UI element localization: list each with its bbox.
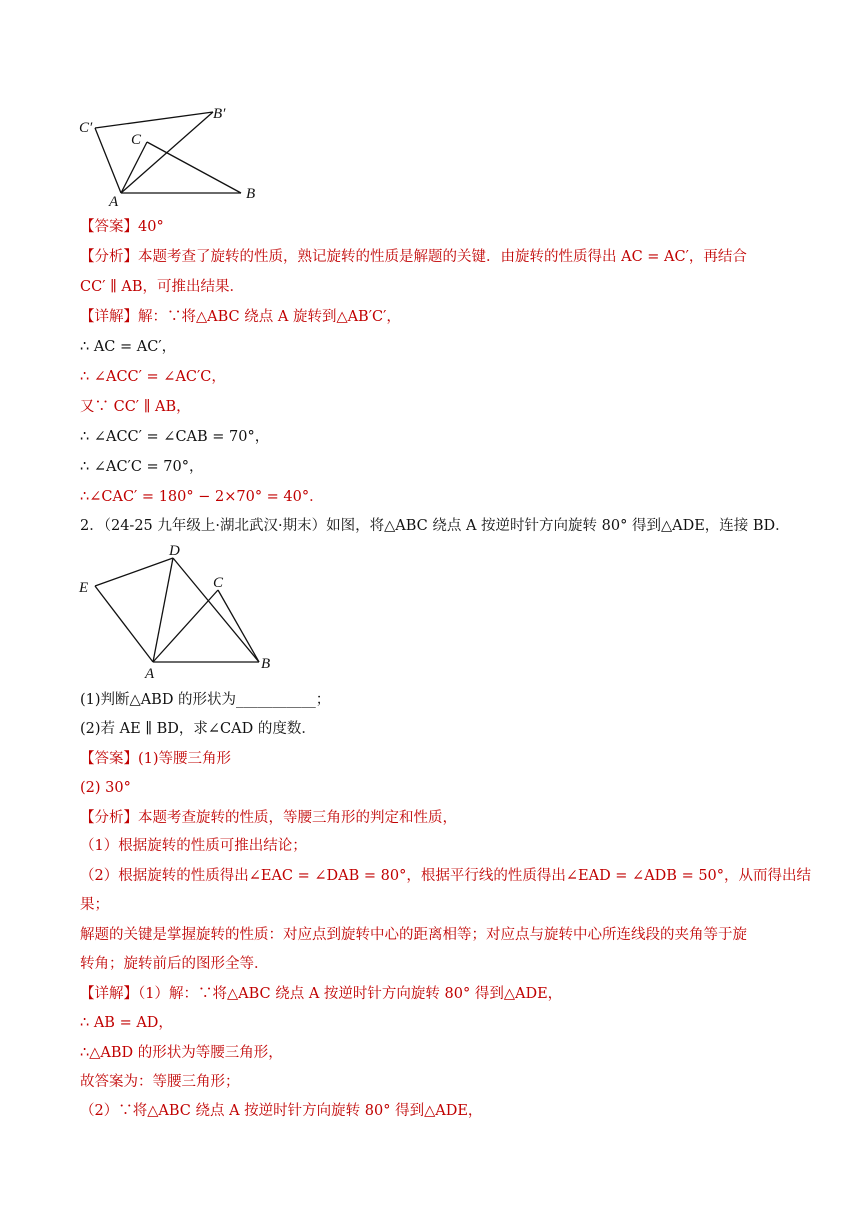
label-C: C bbox=[213, 575, 224, 591]
question-2-part-2: (2)若 AE ∥ BD，求∠CAD 的度数． bbox=[80, 721, 316, 737]
answer-line: 【答案】40° bbox=[80, 219, 164, 235]
label-A: A bbox=[109, 194, 119, 210]
analysis-line: 【分析】本题考查旋转的性质，等腰三角形的判定和性质， bbox=[80, 810, 457, 826]
question-2-stem: 2．（24-25 九年级上·湖北武汉·期末）如图，将△ABC 绕点 A 按逆时针方向旋转 80° 得到△ADE，连接 BD． bbox=[80, 518, 790, 534]
label-A: A bbox=[145, 666, 155, 682]
label-C-prime: C′ bbox=[79, 120, 93, 136]
label-C: C bbox=[131, 132, 142, 148]
solution-step: ∴ ∠ACC′ = ∠AC′C， bbox=[80, 369, 226, 385]
label-B-prime: B′ bbox=[213, 106, 226, 122]
analysis-step: （2）根据旋转的性质得出∠EAC = ∠DAB = 80°，根据平行线的性质得出∠EAD = ∠ADB = 50°，从而得出结 bbox=[80, 868, 812, 884]
label-B: B bbox=[261, 656, 271, 672]
solution-step: ∴ ∠AC′C = 70°， bbox=[80, 459, 204, 475]
solution-step: ∴∠CAC′ = 180° − 2×70° = 40°． bbox=[80, 489, 324, 505]
label-D: D bbox=[169, 543, 180, 559]
answer-line: 【答案】(1)等腰三角形 bbox=[80, 751, 232, 767]
analysis-line-cont: CC′ ∥ AB，可推出结果． bbox=[80, 279, 245, 295]
analysis-step-cont: 果； bbox=[80, 897, 109, 913]
solution-step: ∴ AC = AC′， bbox=[80, 339, 177, 355]
figure-rotation-2 bbox=[75, 538, 295, 683]
solution-step: （2）∵将△ABC 绕点 A 按逆时针方向旋转 80° 得到△ADE， bbox=[80, 1103, 483, 1119]
analysis-key: 解题的关键是掌握旋转的性质：对应点到旋转中心的距离相等；对应点与旋转中心所连线段的夹角等于旋 bbox=[80, 927, 747, 943]
label-E: E bbox=[79, 580, 89, 596]
solution-step: 故答案为：等腰三角形； bbox=[80, 1074, 240, 1090]
analysis-step: （1）根据旋转的性质可推出结论； bbox=[80, 838, 307, 854]
label-B: B bbox=[246, 186, 256, 202]
question-2-part-1: (1)判断△ABD 的形状为___________； bbox=[80, 692, 331, 708]
figure-rotation-1 bbox=[75, 100, 275, 210]
solution-step: ∴△ABD 的形状为等腰三角形， bbox=[80, 1045, 283, 1061]
solution-step: 又∵ CC′ ∥ AB， bbox=[80, 399, 191, 415]
solution-step: ∴ AB = AD， bbox=[80, 1015, 173, 1031]
answer-line-2: (2) 30° bbox=[80, 780, 131, 796]
solution-step: ∴ ∠ACC′ = ∠CAB = 70°， bbox=[80, 429, 270, 445]
analysis-key-cont: 转角；旋转前后的图形全等． bbox=[80, 956, 269, 972]
solution-line: 【详解】（1）解：∵将△ABC 绕点 A 按逆时针方向旋转 80° 得到△ADE， bbox=[80, 986, 563, 1002]
analysis-line: 【分析】本题考查了旋转的性质，熟记旋转的性质是解题的关键．由旋转的性质得出 AC = AC′，再结合 bbox=[80, 249, 747, 265]
solution-line: 【详解】解：∵将△ABC 绕点 A 旋转到△AB′C′， bbox=[80, 309, 401, 325]
